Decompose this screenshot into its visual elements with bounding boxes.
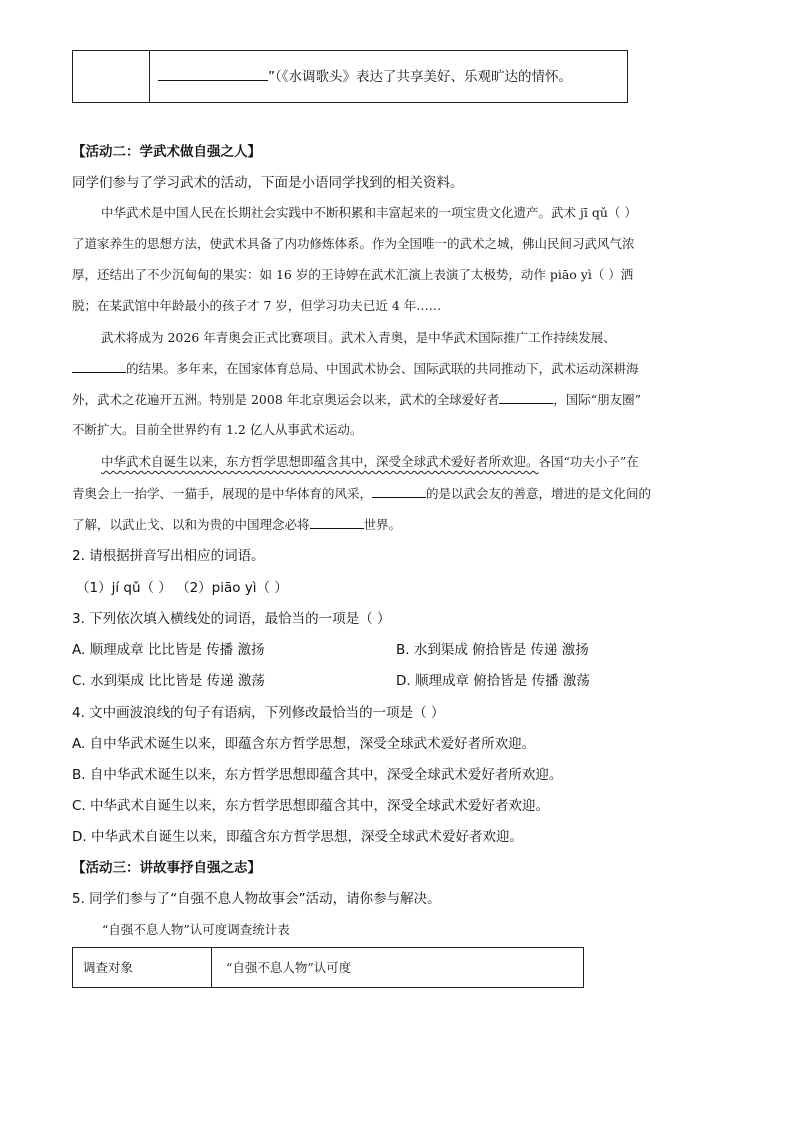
passage-blank-3[interactable] — [372, 483, 426, 498]
top-table-left-cell — [73, 51, 150, 103]
passage-p1-line4: 脱；在某武馆中年龄最小的孩子才 7 岁，但学习功夫已近 4 年…… — [72, 298, 442, 313]
q4-option-c[interactable]: C. 中华武术自诞生以来，东方哲学思想即蕴含其中，深受全球武术爱好者欢迎。 — [72, 798, 550, 814]
activity2-heading: 【活动二：学武术做自强之人】 — [72, 144, 261, 160]
q3-option-d[interactable]: D. 顺理成章 俯拾皆是 传播 激荡 — [396, 673, 590, 689]
q5-table-caption: “自强不息人物”认可度调查统计表 — [102, 922, 290, 937]
passage-p2-line2-text: 的结果。多年来，在国家体育总局、中国武术协会、国际武联的共同推动下，武术运动深耕海 — [126, 361, 639, 376]
passage-p2-line3-a: 外，武术之花遍开五洲。特别是 2008 年北京奥运会以来，武术的全球爱好者 — [72, 392, 500, 407]
q3-option-c[interactable]: C. 水到渠成 比比皆是 传递 激荡 — [72, 673, 265, 689]
passage-p1-line1: 中华武术是中国人民在长期社会实践中不断积累和丰富起来的一项宝贵文化遗产。武术 jī qǔ（ ） — [101, 205, 637, 220]
survey-table — [72, 947, 584, 988]
q5-stem: 5. 同学们参与了“自强不息人物故事会”活动，请你参与解决。 — [72, 891, 441, 907]
passage-p3-line1-rest: 各国“功夫小子”在 — [538, 454, 639, 469]
passage-blank-4[interactable] — [310, 514, 364, 529]
q4-stem: 4. 文中画波浪线的句子有语病，下列修改最恰当的一项是（ ） — [72, 705, 445, 721]
survey-table-header-subject: 调查对象 — [73, 948, 212, 988]
passage-p2-line3 — [72, 389, 641, 410]
q3-option-b[interactable]: B. 水到渠成 俯拾皆是 传递 激扬 — [396, 642, 589, 658]
passage-p1-line2: 了道家养生的思想方法，使武术具备了内功修炼体系。作为全国唯一的武术之城，佛山民间习武风气浓 — [72, 236, 635, 251]
passage-p1-line3: 厚，还结出了不少沉甸甸的果实：如 16 岁的王诗婷在武术汇演上表演了太极势，动作 piāo yì（ ）洒 — [72, 267, 634, 282]
passage-p3-line1 — [101, 452, 639, 472]
passage-blank-1[interactable] — [72, 358, 126, 373]
q2-stem: 2. 请根据拼音写出相应的词语。 — [72, 548, 265, 564]
answer-blank[interactable] — [158, 66, 268, 81]
passage-p3-line2 — [72, 483, 651, 504]
q3-stem: 3. 下列依次填入横线处的词语，最恰当的一项是（ ） — [72, 611, 391, 627]
q4-option-b[interactable]: B. 自中华武术诞生以来，东方哲学思想即蕴含其中，深受全球武术爱好者所欢迎。 — [72, 767, 563, 783]
wavy-underlined-sentence: 中华武术自诞生以来，东方哲学思想即蕴含其中，深受全球武术爱好者所欢迎。 — [101, 454, 539, 469]
q3-option-a[interactable]: A. 顺理成章 比比皆是 传播 激扬 — [72, 642, 265, 658]
passage-p2-line3-b: ，国际“朋友圈” — [553, 392, 642, 407]
q2-items[interactable]: （1）jí qǔ（ ） （2）piāo yì（ ） — [76, 580, 288, 596]
passage-p2-line2 — [72, 358, 639, 379]
passage-p3-line3-a: 了解，以武止戈、以和为贵的中国理念必将 — [72, 517, 310, 532]
passage-blank-2[interactable] — [499, 389, 553, 404]
survey-table-header-approval: “自强不息人物”认可度 — [212, 948, 584, 988]
passage-p3-line2-b: 的是以武会友的善意，增进的是文化间的 — [426, 486, 652, 501]
passage-p2-line4: 不断扩大。目前全世界约有 1.2 亿人从事武术运动。 — [72, 422, 363, 437]
passage-p3-line3 — [72, 514, 401, 535]
q4-option-a[interactable]: A. 自中华武术诞生以来，即蕴含东方哲学思想，深受全球武术爱好者所欢迎。 — [72, 736, 536, 752]
top-table-text: ”（《水调歌头》表达了共享美好、乐观旷达的情怀。 — [268, 69, 572, 85]
passage-p3-line2-a: 青奥会上一抬学、一猫手，展现的是中华体育的风采， — [72, 486, 373, 501]
activity2-intro: 同学们参与了学习武术的活动，下面是小语同学找到的相关资料。 — [72, 175, 464, 191]
q4-option-d[interactable]: D. 中华武术自诞生以来，即蕴含东方哲学思想，深受全球武术爱好者欢迎。 — [72, 829, 523, 845]
activity3-heading: 【活动三：讲故事抒自强之志】 — [72, 860, 261, 876]
passage-p2-line1: 武术将成为 2026 年青奥会正式比赛项目。武术入青奥，是中华武术国际推广工作持续发展、 — [101, 330, 616, 345]
passage-p3-line3-b: 世界。 — [363, 517, 402, 532]
top-table — [72, 50, 628, 103]
top-table-right-cell — [150, 51, 628, 103]
